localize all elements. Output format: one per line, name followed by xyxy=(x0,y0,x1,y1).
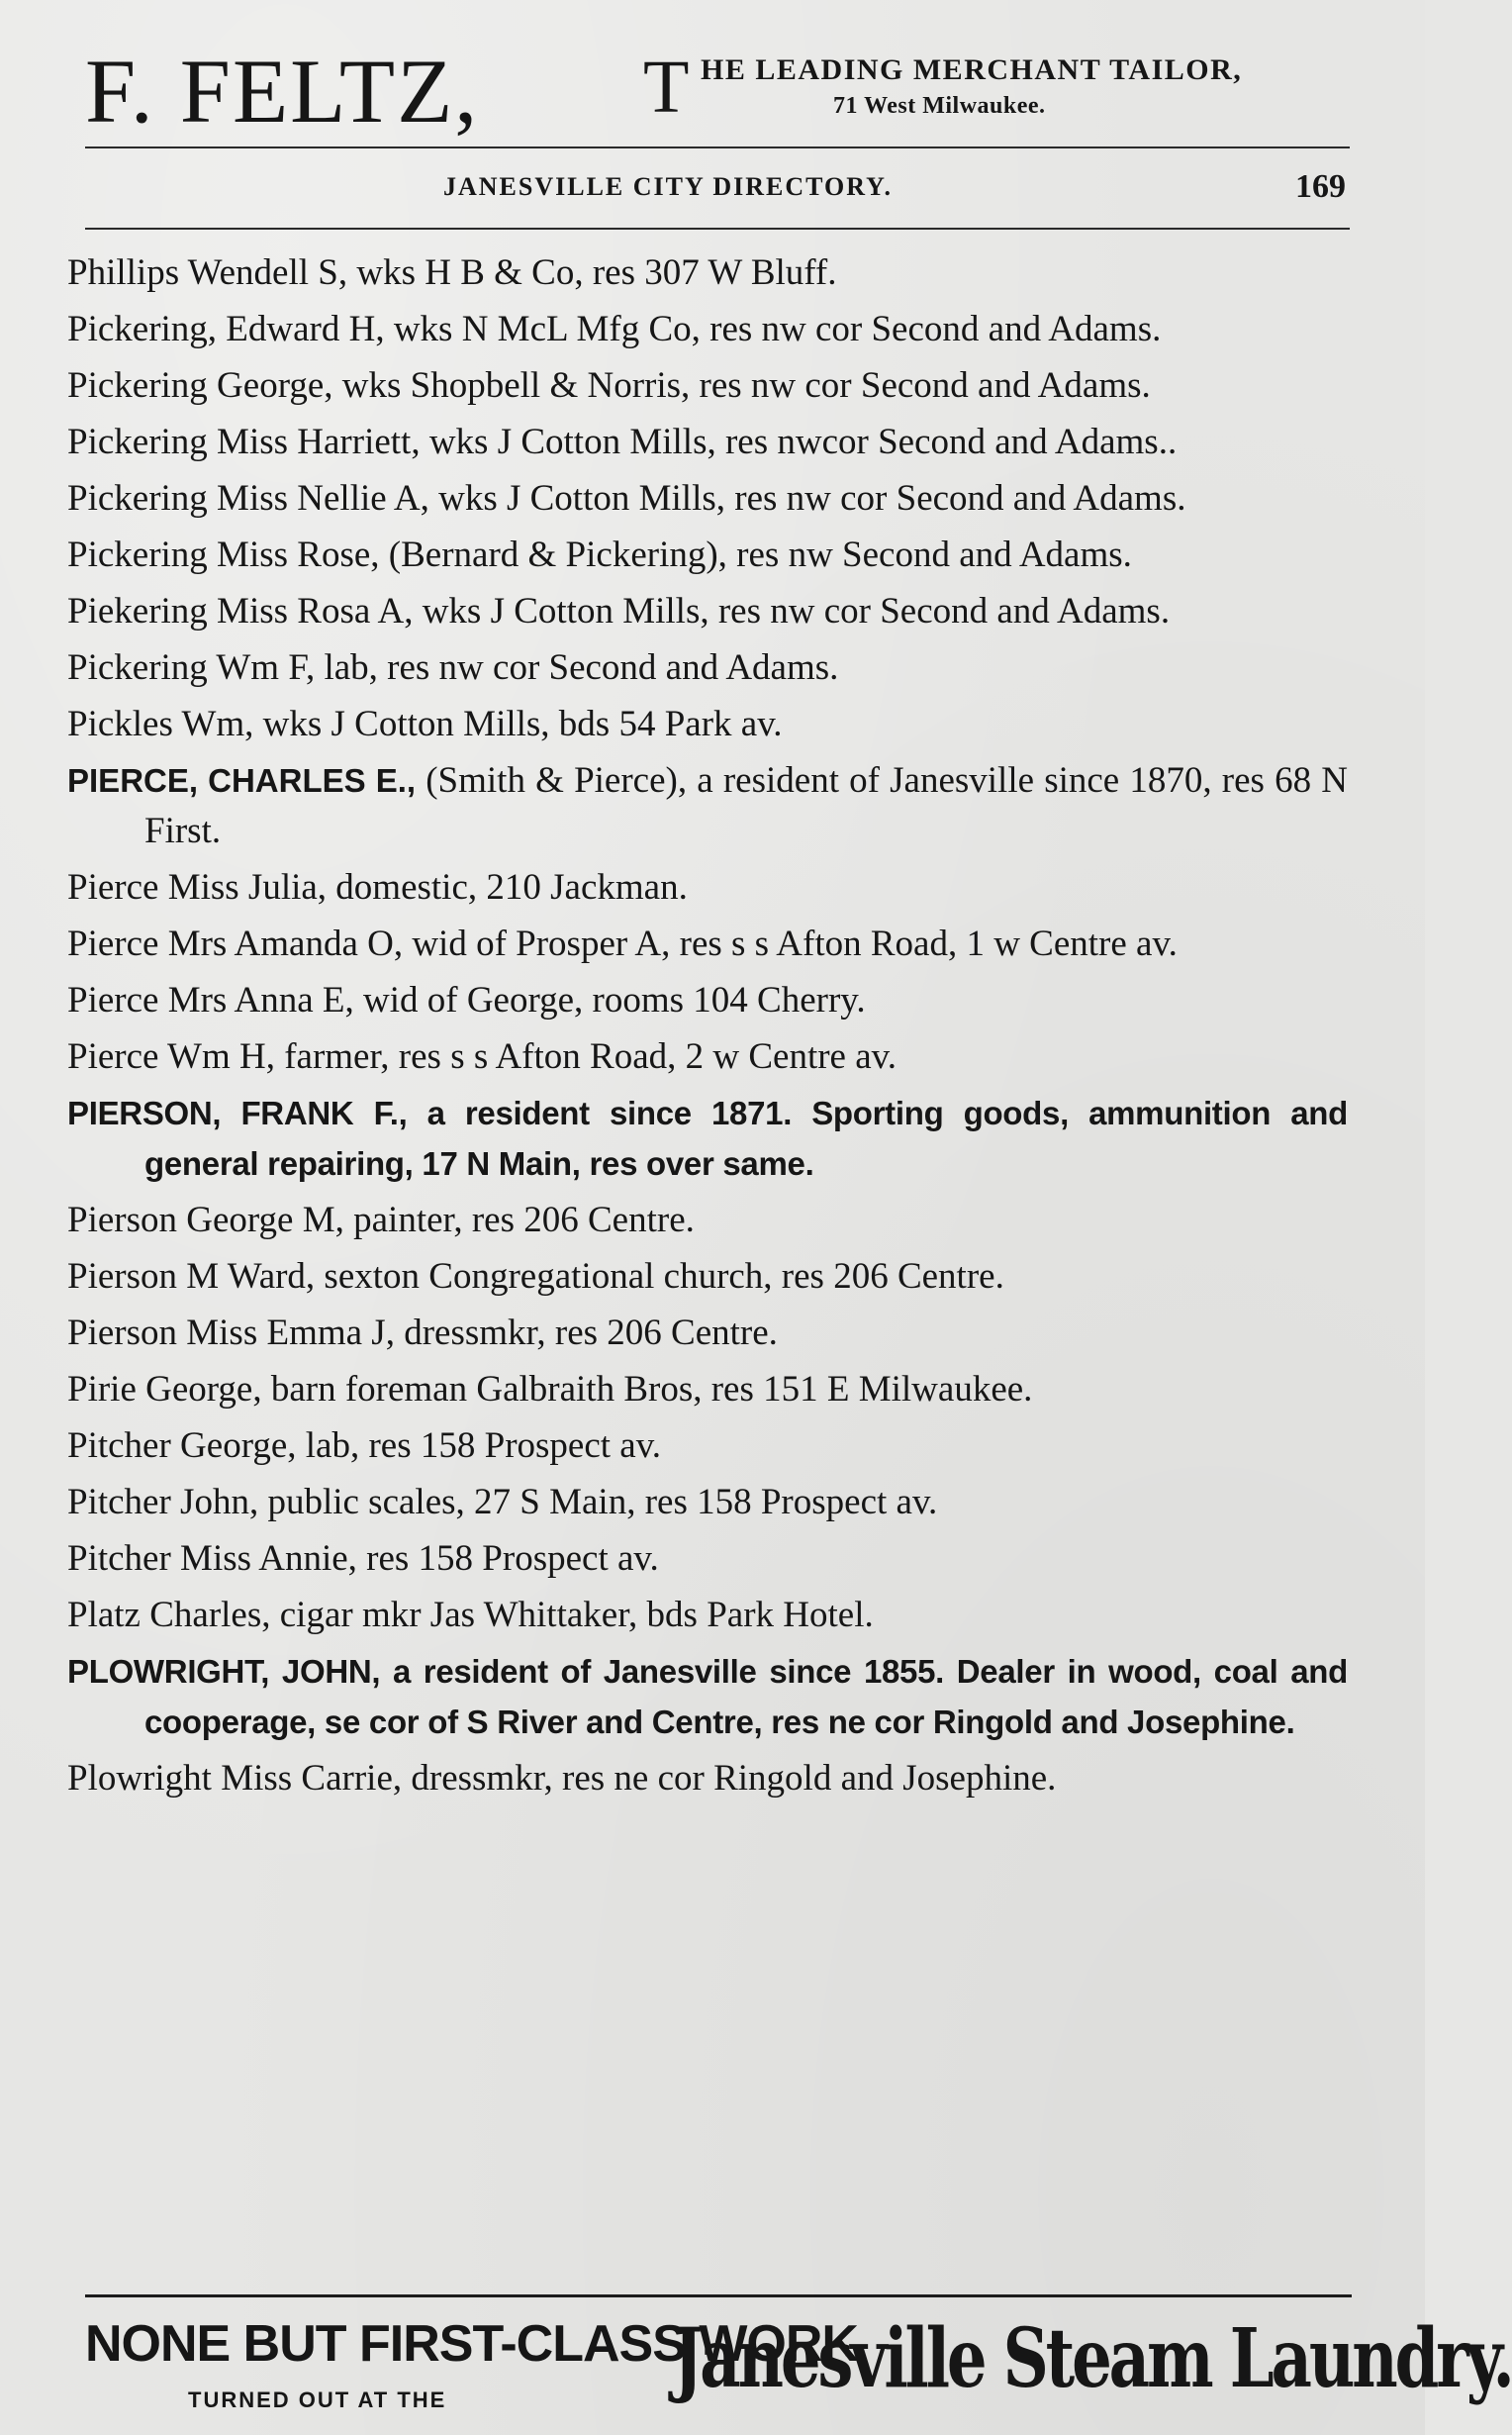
directory-entry: Pierce Miss Julia, domestic, 210 Jackman. xyxy=(67,867,688,908)
directory-listings xyxy=(67,247,1348,1809)
directory-entry: Pierce Wm H, farmer, res s s Afton Road, 2 w Centre av. xyxy=(67,1036,897,1077)
bottom-advertisement xyxy=(85,2306,1512,2425)
ad-tagline-initial: T xyxy=(643,46,690,129)
ad-slogan-sub: TURNED OUT AT THE xyxy=(188,2387,447,2412)
directory-entry: Pickering Wm F, lab, res nw cor Second and Adams. xyxy=(67,647,839,688)
directory-entry: Pitcher Miss Annie, res 158 Prospect av. xyxy=(67,1538,659,1579)
ad-brand-name: F. FELTZ, xyxy=(85,41,480,142)
directory-entry: Pickering Miss Nellie A, wks J Cotton Mills, res nw cor Second and Adams. xyxy=(67,478,1186,519)
directory-title: JANESVILLE CITY DIRECTORY. xyxy=(443,172,893,201)
directory-entry-business: PLOWRIGHT, JOHN, a resident of Janesville since 1855. Dealer in wood, coal and cooperage, se cor of S River and Centre, res ne cor Ringold and Josephine. xyxy=(67,1653,1348,1740)
directory-entry: Piekering Miss Rosa A, wks J Cotton Mills, res nw cor Second and Adams. xyxy=(67,591,1171,632)
directory-entry: Pickles Wm, wks J Cotton Mills, bds 54 Park av. xyxy=(67,704,783,744)
directory-entry: Phillips Wendell S, wks H B & Co, res 307 W Bluff. xyxy=(67,252,837,293)
directory-entry: Pierson Miss Emma J, dressmkr, res 206 Centre. xyxy=(67,1313,778,1353)
ad-slogan: NONE BUT FIRST-CLASS WORK xyxy=(85,2315,858,2373)
ad-address: 71 West Milwaukee. xyxy=(833,93,1046,119)
directory-entry: Platz Charles, cigar mkr Jas Whittaker, bds Park Hotel. xyxy=(67,1595,874,1635)
directory-entry: Pickering Miss Rose, (Bernard & Pickering), res nw Second and Adams. xyxy=(67,535,1132,575)
directory-entry: Pirie George, barn foreman Galbraith Bros, res 151 E Milwaukee. xyxy=(67,1369,1033,1410)
directory-entry: Plowright Miss Carrie, dressmkr, res ne cor Ringold and Josephine. xyxy=(67,1758,1057,1799)
top-divider xyxy=(85,146,1350,148)
running-head xyxy=(85,168,1350,208)
directory-entry: Pierce Mrs Anna E, wid of George, rooms 104 Cherry. xyxy=(67,980,866,1021)
directory-entry: Pickering, Edward H, wks N McL Mfg Co, res nw cor Second and Adams. xyxy=(67,309,1162,349)
header-divider xyxy=(85,228,1350,230)
top-advertisement xyxy=(85,42,1352,141)
ad-laundry-name: Janesville Steam Laundry. xyxy=(673,2311,1512,2406)
directory-entry-business: PIERSON, FRANK F., a resident since 1871. Sporting goods, ammunition and general repairing, 17 N Main, res over same. xyxy=(67,1095,1348,1182)
directory-entry: Pierson M Ward, sexton Congregational church, res 206 Centre. xyxy=(67,1256,1004,1297)
bottom-divider xyxy=(85,2294,1352,2297)
directory-entry-featured xyxy=(67,755,1348,856)
page-number: 169 xyxy=(1295,168,1346,205)
directory-entry: Pickering George, wks Shopbell & Norris, res nw cor Second and Adams. xyxy=(67,365,1151,406)
featured-detail: (Smith & Pierce), a resident of Janesville since 1870, res 68 N First. xyxy=(144,760,1348,851)
directory-entry: Pitcher John, public scales, 27 S Main, res 158 Prospect av. xyxy=(67,1482,938,1522)
directory-entry: Pitcher George, lab, res 158 Prospect av. xyxy=(67,1425,662,1466)
directory-entry: Pierce Mrs Amanda O, wid of Prosper A, res s s Afton Road, 1 w Centre av. xyxy=(67,924,1178,964)
directory-entry: Pickering Miss Harriett, wks J Cotton Mills, res nwcor Second and Adams.. xyxy=(67,422,1178,462)
featured-name: PIERCE, CHARLES E., xyxy=(67,762,417,799)
directory-entry: Pierson George M, painter, res 206 Centre. xyxy=(67,1200,695,1240)
ad-tagline: HE LEADING MERCHANT TAILOR, xyxy=(701,53,1243,86)
